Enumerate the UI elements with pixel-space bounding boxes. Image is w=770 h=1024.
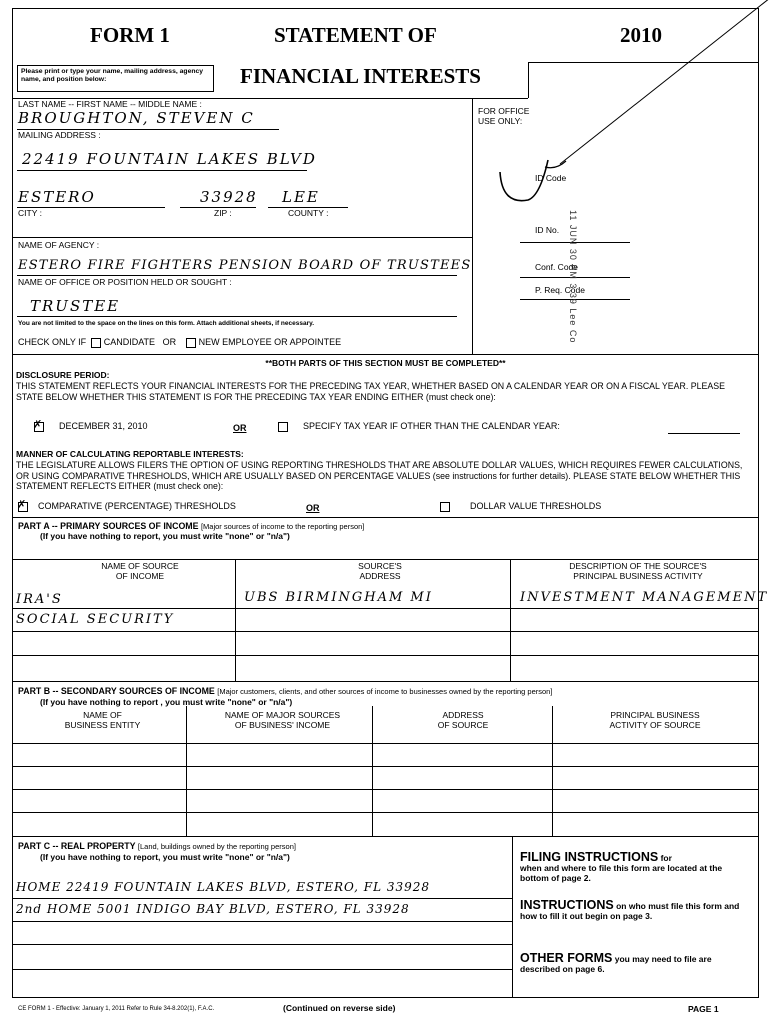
footer-page: PAGE 1: [688, 1004, 719, 1014]
part-b-title: PART B -- SECONDARY SOURCES OF INCOME [Major customers, clients, and other sources of income to businesses owned by the reporting person]: [18, 686, 553, 696]
preq-code-label: P. Req. Code: [535, 285, 585, 295]
specify-year-field[interactable]: [668, 433, 740, 434]
id-code-label: ID Code: [535, 173, 567, 183]
disclosure-period-text: THIS STATEMENT REFLECTS YOUR FINANCIAL INTERESTS FOR THE PRECEDING TAX YEAR, WHETHER BASED ON A CALENDAR YEAR OR ON A FISCAL YEAR. PLEASE STATE BELOW WHETHER THIS STATEMENT IS FOR THE PRECEDING TAX YEAR ENDING EITHER (must check one):: [16, 381, 725, 402]
id-no-label: ID No.: [535, 225, 560, 235]
city-label: CITY :: [18, 208, 42, 218]
period-or: OR: [233, 423, 247, 433]
threshold-choice-row: ✗ COMPARATIVE (PERCENTAGE) THRESHOLDS: [17, 498, 236, 511]
part-b-subtitle: (If you have nothing to report , you must write "none" or "n/a"): [40, 697, 293, 707]
specify-year-checkbox[interactable]: [278, 422, 288, 432]
not-limited-note: You are not limited to the space on the lines on this form. Attach additional sheets, if necessary.: [18, 320, 315, 327]
filing-instructions: FILING INSTRUCTIONS for when and where to file this form are located at the bottom of page 2.: [520, 850, 723, 883]
part-a-row1-address[interactable]: UBS BIRMINGHAM MI: [244, 590, 433, 605]
office-value[interactable]: TRUSTEE: [30, 297, 121, 315]
part-a-col2: SOURCE'S ADDRESS: [358, 561, 402, 581]
part-c-subtitle: (If you have nothing to report, you must write "none" or "n/a"): [40, 852, 290, 862]
manner-title: MANNER OF CALCULATING REPORTABLE INTERESTS:: [16, 449, 244, 459]
city-value[interactable]: ESTERO: [18, 188, 96, 206]
disclosure-period-title: DISCLOSURE PERIOD:: [16, 370, 110, 380]
check-only-if-row: CHECK ONLY IF CANDIDATE OR NEW EMPLOYEE OR APPOINTEE: [18, 337, 342, 347]
period-choice-row: ✗ DECEMBER 31, 2010: [33, 418, 148, 431]
threshold-or: OR: [306, 503, 320, 513]
dec31-checkbox[interactable]: ✗: [33, 418, 43, 431]
part-a-row2-name[interactable]: SOCIAL SECURITY: [16, 612, 175, 627]
office-label: NAME OF OFFICE OR POSITION HELD OR SOUGHT :: [18, 277, 232, 287]
part-c-row2[interactable]: 2nd HOME 5001 INDIGO BAY BLVD, ESTERO, FL 33928: [16, 902, 410, 916]
part-a-row1-activity[interactable]: INVESTMENT MANAGEMENT: [520, 590, 769, 605]
statement-title-line2: FINANCIAL INTERESTS: [240, 64, 481, 88]
part-a-title: PART A -- PRIMARY SOURCES OF INCOME [Major sources of income to the reporting person]: [18, 521, 365, 531]
part-a-col3: DESCRIPTION OF THE SOURCE'S PRINCIPAL BUSINESS ACTIVITY: [569, 561, 707, 581]
zip-label: ZIP :: [214, 208, 232, 218]
part-b-col3: ADDRESS OF SOURCE: [437, 710, 489, 730]
name-value[interactable]: BROUGHTON, STEVEN C: [18, 109, 255, 127]
part-c-row1[interactable]: HOME 22419 FOUNTAIN LAKES BLVD, ESTERO, FL 33928: [16, 880, 431, 894]
who-must-file-instructions: INSTRUCTIONS on who must file this form and how to fill it out begin on page 3.: [520, 898, 740, 921]
zip-value[interactable]: 33928: [200, 188, 258, 206]
dollar-checkbox[interactable]: [440, 502, 450, 512]
other-forms-instructions: OTHER FORMS you may need to file are described on page 6.: [520, 951, 712, 974]
statement-title-line1: STATEMENT OF: [274, 23, 437, 47]
print-instruction: Please print or type your name, mailing address, agency name, and position below:: [21, 68, 204, 83]
county-value[interactable]: LEE: [282, 188, 320, 206]
part-b-col4: PRINCIPAL BUSINESS ACTIVITY OF SOURCE: [609, 710, 701, 730]
received-stamp: 11 JUN 30 PM 3:39 Lee Co: [568, 210, 578, 344]
part-a-subtitle: (If you have nothing to report, you must write "none" or "n/a"): [40, 531, 290, 541]
agency-value[interactable]: ESTERO FIRE FIGHTERS PENSION BOARD OF TRUSTEES: [18, 258, 472, 273]
form-year: 2010: [620, 23, 662, 47]
form-title: FORM 1: [90, 23, 170, 47]
agency-label: NAME OF AGENCY :: [18, 240, 100, 250]
office-use-title: FOR OFFICE USE ONLY:: [478, 106, 530, 126]
name-label: LAST NAME -- FIRST NAME -- MIDDLE NAME :: [18, 99, 202, 109]
must-complete-note: **BOTH PARTS OF THIS SECTION MUST BE COMPLETED**: [265, 358, 506, 368]
address-value[interactable]: 22419 FOUNTAIN LAKES BLVD: [22, 150, 317, 168]
part-a-row1-name[interactable]: IRA'S: [16, 592, 63, 607]
conf-code-label: Conf. Code: [535, 262, 578, 272]
part-b-col2: NAME OF MAJOR SOURCES OF BUSINESS' INCOME: [224, 710, 341, 730]
part-c-title: PART C -- REAL PROPERTY [Land, buildings owned by the reporting person]: [18, 841, 296, 851]
address-label: MAILING ADDRESS :: [18, 130, 101, 140]
part-a-col1: NAME OF SOURCE OF INCOME: [101, 561, 179, 581]
candidate-checkbox[interactable]: [91, 338, 101, 348]
footer-continued: (Continued on reverse side): [283, 1003, 396, 1013]
footer-form-ref: CE FORM 1 - Effective: January 1, 2011 Refer to Rule 34-8.202(1), F.A.C.: [18, 1006, 215, 1012]
manner-text: THE LEGISLATURE ALLOWS FILERS THE OPTION OF USING REPORTING THRESHOLDS THAT ARE ABSOLUTE DOLLAR VALUES, WHICH REQUIRES FEWER CALCULATIONS, OR USING COMPARATIVE THRESHOLDS, WHICH ARE USUALLY BASED ON PERCENTAGE VALUES (see instructions for further details). PLEASE STATE BELOW WHETHER THIS STATEMENT REFLECTS EITHER (must check one):: [16, 460, 743, 491]
comparative-checkbox[interactable]: ✗: [17, 498, 27, 511]
part-b-col1: NAME OF BUSINESS ENTITY: [64, 710, 141, 730]
new-employee-checkbox[interactable]: [186, 338, 196, 348]
county-label: COUNTY :: [288, 208, 329, 218]
